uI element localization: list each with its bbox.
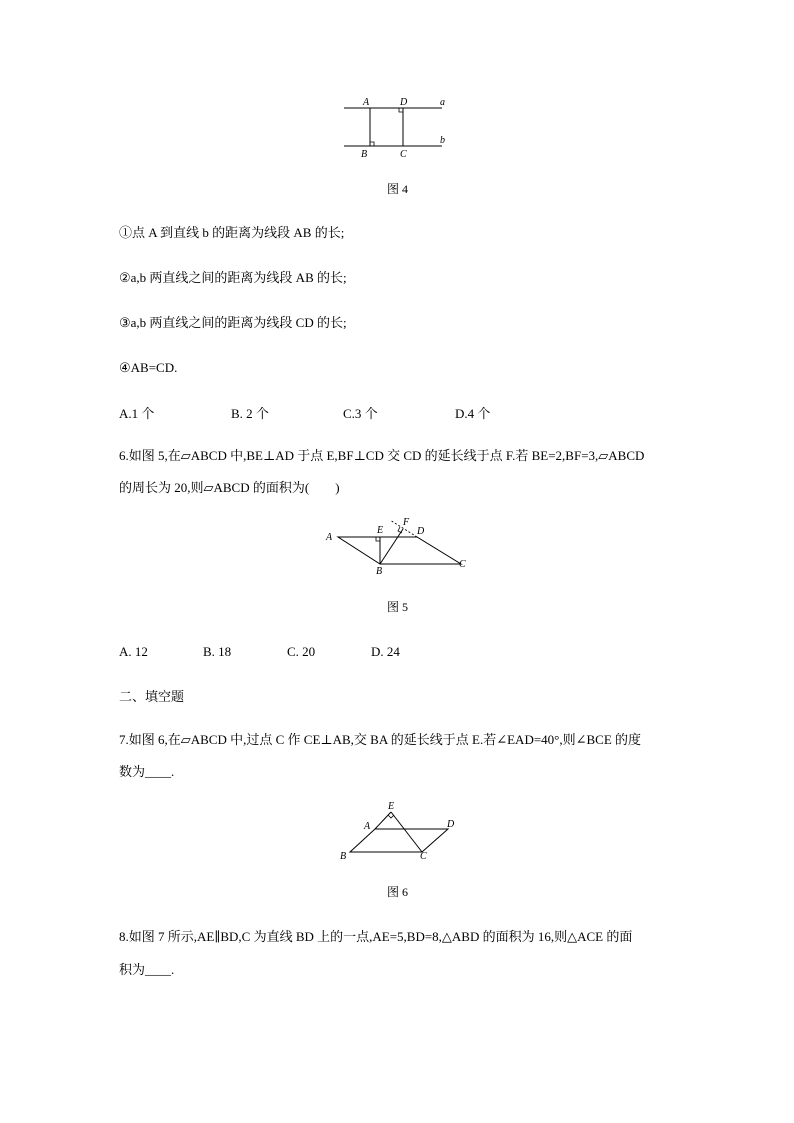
q5-option-b[interactable]: B. 2 个 bbox=[231, 406, 269, 421]
right-angle-mark-b bbox=[370, 142, 374, 146]
label-line-a: a bbox=[440, 97, 445, 108]
label-a-point: A bbox=[363, 97, 370, 108]
figure-5 bbox=[320, 512, 480, 582]
label-c: C bbox=[420, 851, 427, 862]
parallelogram-abcd bbox=[350, 829, 448, 852]
label-c: C bbox=[459, 559, 466, 570]
q8-text-line-2: 积为____. bbox=[119, 962, 175, 977]
label-line-b: b bbox=[440, 135, 445, 146]
label-b-point: B bbox=[361, 149, 368, 160]
statement-1: ①点 A 到直线 b 的距离为线段 AB 的长; bbox=[119, 225, 345, 240]
label-d: D bbox=[447, 819, 455, 830]
q6-option-b[interactable]: B. 18 bbox=[203, 644, 232, 659]
right-angle-mark-e bbox=[388, 815, 394, 818]
statement-3: ③a,b 两直线之间的距离为线段 CD 的长; bbox=[119, 315, 347, 330]
right-angle-mark-e bbox=[376, 537, 380, 541]
q5-option-c[interactable]: C.3 个 bbox=[343, 406, 378, 421]
segment-bf bbox=[380, 529, 403, 564]
figure-4 bbox=[330, 92, 460, 162]
q6-option-a[interactable]: A. 12 bbox=[119, 644, 148, 659]
label-e: E bbox=[377, 525, 384, 536]
q5-option-a[interactable]: A.1 个 bbox=[119, 406, 155, 421]
label-d-point: D bbox=[400, 97, 408, 108]
q6-text-line-2: 的周长为 20,则▱ABCD 的面积为( ) bbox=[119, 480, 340, 495]
label-b: B bbox=[376, 566, 383, 577]
label-a: A bbox=[326, 532, 333, 543]
figure-5-caption: 图 5 bbox=[387, 600, 409, 614]
q6-option-d[interactable]: D. 24 bbox=[371, 644, 400, 659]
q8-text-line-1: 8.如图 7 所示,AE∥BD,C 为直线 BD 上的一点,AE=5,BD=8,△ABD 的面积为 16,则△ACE 的面 bbox=[119, 929, 633, 944]
q6-text-line-1: 6.如图 5,在▱ABCD 中,BE⊥AD 于点 E,BF⊥CD 交 CD 的延长线于点 F.若 BE=2,BF=3,▱ABCD bbox=[119, 448, 645, 463]
label-f: F bbox=[403, 517, 410, 528]
label-d: D bbox=[417, 526, 425, 537]
label-e: E bbox=[388, 801, 395, 812]
parallelogram-abcd bbox=[338, 537, 461, 564]
segment-ae-extension bbox=[375, 812, 391, 829]
q6-option-c[interactable]: C. 20 bbox=[287, 644, 316, 659]
label-c-point: C bbox=[400, 149, 407, 160]
segment-ce bbox=[391, 812, 422, 852]
q5-option-d[interactable]: D.4 个 bbox=[455, 406, 491, 421]
label-b: B bbox=[340, 851, 347, 862]
statement-2: ②a,b 两直线之间的距离为线段 AB 的长; bbox=[119, 270, 347, 285]
right-angle-mark-d bbox=[399, 108, 403, 112]
label-a: A bbox=[364, 821, 371, 832]
q7-text-line-1: 7.如图 6,在▱ABCD 中,过点 C 作 CE⊥AB,交 BA 的延长线于点 E.若∠EAD=40°,则∠BCE 的度 bbox=[119, 732, 642, 747]
q7-text-line-2: 数为____. bbox=[119, 764, 175, 779]
statement-4: ④AB=CD. bbox=[119, 360, 178, 375]
figure-6 bbox=[330, 797, 470, 867]
figure-6-caption: 图 6 bbox=[387, 885, 409, 899]
figure-4-caption: 图 4 bbox=[387, 182, 409, 196]
section-title: 二、填空题 bbox=[119, 689, 185, 704]
